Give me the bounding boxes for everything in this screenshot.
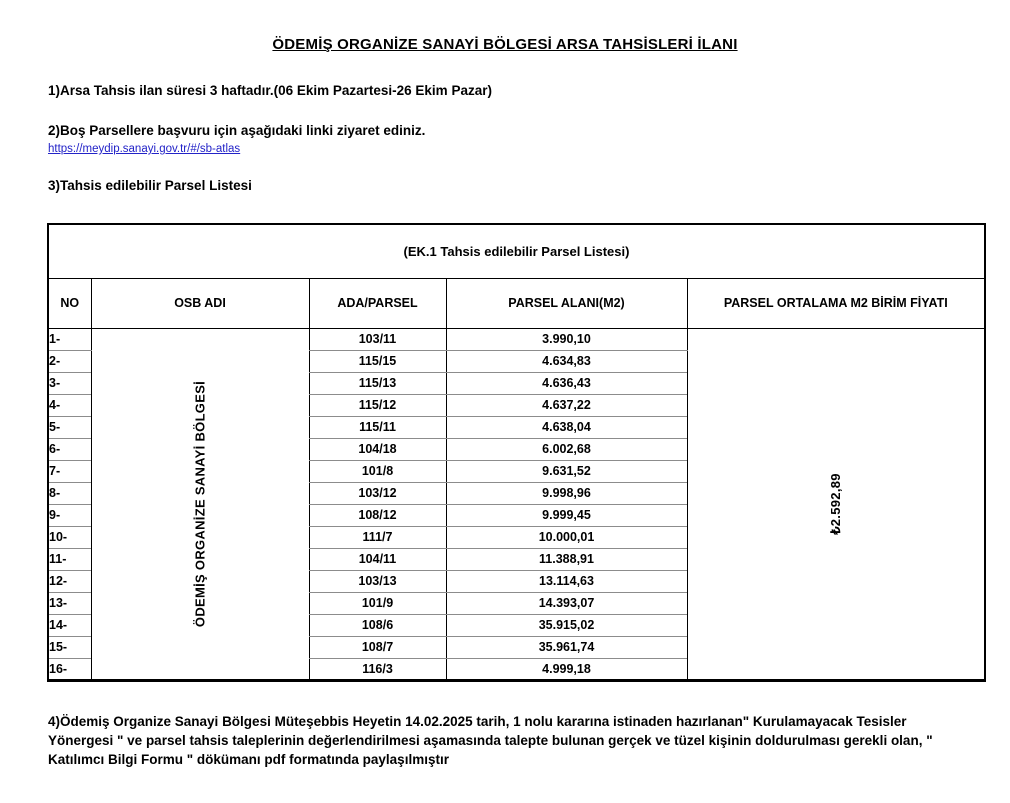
cell-ada-parsel: 104/18	[309, 438, 446, 460]
cell-parsel-alani: 13.114,63	[446, 570, 687, 592]
cell-ada-parsel: 103/13	[309, 570, 446, 592]
cell-ada-parsel: 115/11	[309, 416, 446, 438]
note-muteşebbis-heyet: 4)Ödemiş Organize Sanayi Bölgesi Müteşebbis Heyetin 14.02.2025 tarih, 1 nolu kararına istinaden hazırlanan" Kurulamayacak Tesisler Yönergesi " ve parsel tahsis taleplerinin değerlendirilmesi aşamasında talepte bulunan gerçek ve tüzel kişinin doldurulması gerekli olan, " Katılımcı Bilgi Formu " dökümanı pdf formatında paylaşılmıştır	[48, 713, 933, 767]
cell-ada-parsel: 101/9	[309, 592, 446, 614]
link-line	[48, 143, 1010, 155]
cell-ada-parsel: 108/12	[309, 504, 446, 526]
cell-ada-parsel: 115/15	[309, 350, 446, 372]
cell-ada-parsel: 103/11	[309, 328, 446, 350]
cell-row-no: 6-	[48, 438, 91, 460]
parcel-table-body	[48, 328, 985, 680]
cell-parsel-alani: 10.000,01	[446, 526, 687, 548]
cell-row-no: 10-	[48, 526, 91, 548]
cell-parsel-alani: 35.961,74	[446, 636, 687, 658]
cell-row-no: 5-	[48, 416, 91, 438]
header-ada-parsel: ADA/PARSEL	[309, 278, 446, 328]
cell-ada-parsel: 108/6	[309, 614, 446, 636]
cell-parsel-alani: 3.990,10	[446, 328, 687, 350]
cell-ada-parsel: 115/13	[309, 372, 446, 394]
cell-parsel-alani: 4.634,83	[446, 350, 687, 372]
cell-parsel-alani: 9.631,52	[446, 460, 687, 482]
page-title: ÖDEMİŞ ORGANİZE SANAYİ BÖLGESİ ARSA TAHSİSLERİ İLANI	[272, 36, 738, 53]
header-parsel-alani: PARSEL ALANI(M2)	[446, 278, 687, 328]
cell-row-no: 9-	[48, 504, 91, 526]
cell-parsel-alani: 9.999,45	[446, 504, 687, 526]
unit-price-vertical-text: ₺2.592,89	[827, 472, 843, 535]
table-caption-row	[48, 224, 985, 278]
cell-parsel-alani: 9.998,96	[446, 482, 687, 504]
cell-row-no: 11-	[48, 548, 91, 570]
header-osb-adi: OSB ADI	[91, 278, 309, 328]
note-bos-parseller: 2)Boş Parsellere başvuru için aşağıdaki linki ziyaret ediniz.	[48, 123, 426, 138]
cell-parsel-alani: 11.388,91	[446, 548, 687, 570]
cell-parsel-alani: 14.393,07	[446, 592, 687, 614]
cell-ada-parsel: 104/11	[309, 548, 446, 570]
cell-row-no: 13-	[48, 592, 91, 614]
cell-ada-parsel: 101/8	[309, 460, 446, 482]
cell-osb-name-merged	[91, 328, 309, 680]
cell-ada-parsel: 115/12	[309, 394, 446, 416]
cell-row-no: 15-	[48, 636, 91, 658]
cell-parsel-alani: 4.999,18	[446, 658, 687, 680]
meydip-link[interactable]: https://meydip.sanayi.gov.tr/#/sb-atlas	[48, 143, 241, 155]
cell-row-no: 3-	[48, 372, 91, 394]
cell-parsel-alani: 6.002,68	[446, 438, 687, 460]
cell-row-no: 14-	[48, 614, 91, 636]
cell-row-no: 1-	[48, 328, 91, 350]
cell-parsel-alani: 4.637,22	[446, 394, 687, 416]
table-caption: (EK.1 Tahsis edilebilir Parsel Listesi)	[48, 224, 985, 278]
cell-row-no: 12-	[48, 570, 91, 592]
table-header-row	[48, 278, 985, 328]
header-no: NO	[48, 278, 91, 328]
cell-row-no: 16-	[49, 661, 68, 676]
note-ilan-suresi: 1)Arsa Tahsis ilan süresi 3 haftadır.(06 Ekim Pazartesi-26 Ekim Pazar)	[48, 83, 492, 98]
cell-ada-parsel: 103/12	[309, 482, 446, 504]
cell-row-no: 7-	[48, 460, 91, 482]
cell-ada-parsel: 111/7	[309, 526, 446, 548]
cell-parsel-alani: 35.915,02	[446, 614, 687, 636]
cell-ada-parsel: 116/3	[309, 658, 446, 680]
cell-parsel-alani: 4.636,43	[446, 372, 687, 394]
cell-row-no: 4-	[48, 394, 91, 416]
cell-ada-parsel: 108/7	[309, 636, 446, 658]
note-parsel-listesi: 3)Tahsis edilebilir Parsel Listesi	[48, 178, 252, 193]
cell-parsel-alani: 4.638,04	[446, 416, 687, 438]
cell-row-no: 8-	[48, 482, 91, 504]
cell-unit-price-merged	[687, 328, 985, 680]
parcel-table	[47, 223, 986, 682]
cell-row-no: 2-	[48, 350, 91, 372]
osb-name-vertical-text: ÖDEMİŞ ORGANİZE SANAYİ BÖLGESİ	[192, 380, 208, 627]
header-birim-fiyati: PARSEL ORTALAMA M2 BİRİM FİYATI	[687, 278, 985, 328]
table-row	[48, 328, 985, 350]
